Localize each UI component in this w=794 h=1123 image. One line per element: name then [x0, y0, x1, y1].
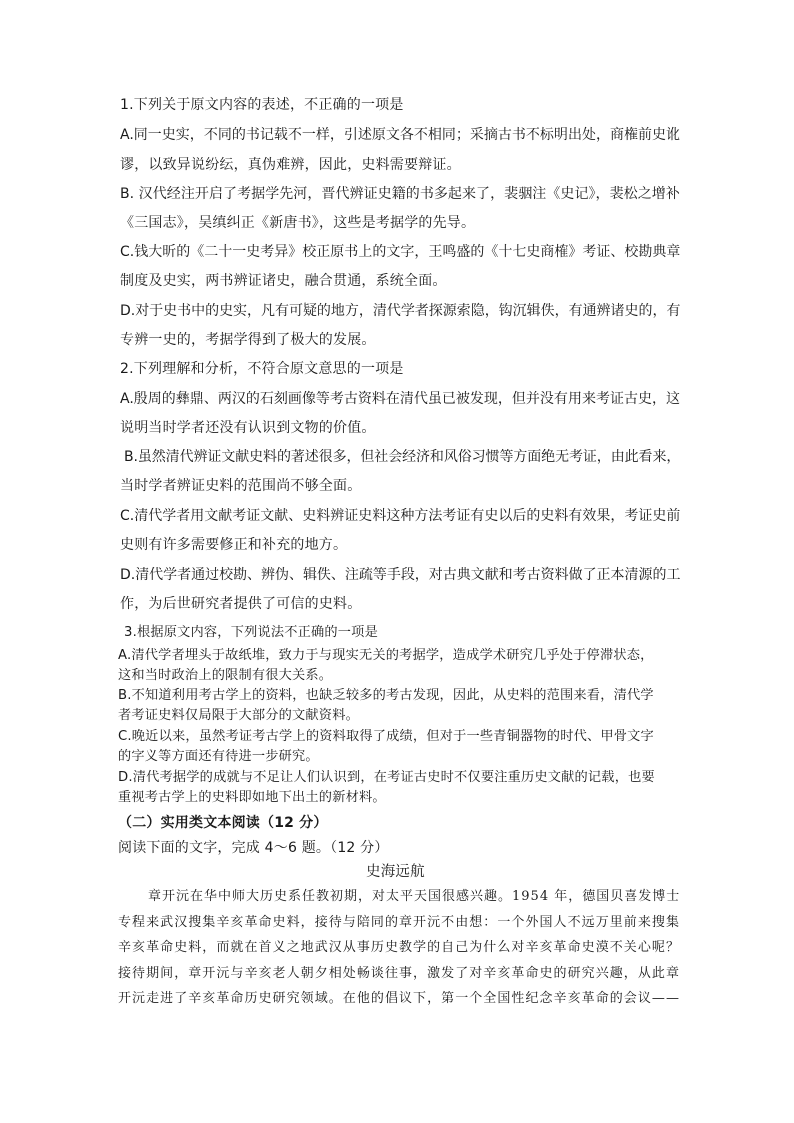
q1-option-c-line1: C.钱大昕的《二十一史考异》校正原书上的文字，王鸣盛的《十七史商榷》考证、校勘典章: [120, 244, 681, 260]
q1-option-b-line2: 《三国志》，吴缜纠正《新唐书》，这些是考据学的先导。: [120, 215, 476, 231]
article-paragraph-line5: 开沅走进了辛亥革命历史研究领域。在他的倡议下，第一个全国性纪念辛亥革命的会议——: [118, 991, 681, 1006]
q2-option-c-line1: C.清代学者用文献考证文献、史料辨证史料这种方法考证有史以后的史料有效果，考证史前: [120, 508, 681, 524]
q2-option-c-line2: 史则有许多需要修正和补充的地方。: [120, 537, 348, 553]
q3-option-c-line1: C.晚近以来，虽然考证考古学上的资料取得了成绩，但对于一些青铜器物的时代、甲骨文字: [118, 729, 654, 744]
q3-option-c-line2: 的字义等方面还有待进一步研究。: [118, 749, 319, 764]
q3-stem: 3.根据原文内容，下列说法不正确的一项是: [124, 625, 378, 640]
q2-option-d-line1: D.清代学者通过校勘、辨伪、辑佚、注疏等手段，对古典文献和考古资料做了正本清源的工: [120, 567, 681, 583]
q1-stem: 1.下列关于原文内容的表述，不正确的一项是: [120, 97, 404, 113]
q1-option-c-line2: 制度及史实，两书辨证诸史，融合贯通，系统全面。: [120, 273, 447, 289]
q3-option-d-line2: 重视考古学上的史料即如地下出土的新材料。: [118, 790, 386, 805]
q3-option-a-line2: 这和当时政治上的限制有很大关系。: [118, 668, 333, 683]
q1-option-b-line1: B. 汉代经注开启了考据学先河，晋代辨证史籍的书多起来了，裴骃注《史记》，裴松之增补: [120, 186, 680, 202]
q2-option-b-line1: B.虽然清代辨证文献史料的著述很多，但社会经济和风俗习惯等方面绝无考证，由此看来，: [124, 449, 681, 465]
q3-option-a-line1: A.清代学者埋头于故纸堆，致力于与现实无关的考据学，造成学术研究几乎处于停滞状态，: [118, 648, 654, 663]
q1-option-a-line1: A.同一史实，不同的书记载不一样，引述原文各不相同；采摘古书不标明出处，商権前史讹: [120, 127, 680, 143]
article-paragraph-line4: 接待期间，章开沅与辛亥老人朝夕相处畅谈往事，激发了对辛亥革命史的研究兴趣，从此章: [118, 966, 681, 981]
article-paragraph-line3: 辛亥革命史料，而就在首义之地武汉从事历史教学的自己为什么对辛亥革命史漠不关心呢？: [118, 940, 681, 955]
q2-option-d-line2: 作，为后世研究者提供了可信的史料。: [120, 596, 362, 612]
q2-option-b-line2: 当时学者辨证史料的范围尚不够全面。: [120, 478, 362, 494]
q3-option-b-line1: B.不知道利用考古学上的资料，也缺乏较多的考古发现，因此，从史料的范围来看，清代学: [118, 688, 654, 703]
section-instruction: 阅读下面的文字，完成 4～6 题。（12 分）: [118, 840, 389, 856]
q1-option-d-line1: D.对于史书中的史实，凡有可疑的地方，清代学者探源索隐，钩沉辑佚，有通辨诸史的，有: [120, 303, 681, 319]
q1-option-a-line2: 谬，以致异说纷纭，真伪难辨，因此，史料需要辩证。: [120, 157, 461, 173]
q2-option-a-line2: 说明当时学者还没有认识到文物的价值。: [120, 420, 376, 436]
q2-stem: 2.下列理解和分析，不符合原文意思的一项是: [120, 361, 404, 377]
q2-option-a-line1: A.殷周的彝鼎、两汉的石刻画像等考古资料在清代虽已被发现，但并没有用来考证古史，这: [120, 391, 680, 407]
q3-option-d-line1: D.清代考据学的成就与不足让人们认识到，在考证古史时不仅要注重历史文献的记载，也要: [118, 770, 655, 785]
article-paragraph-line1: 章开沅在华中师大历史系任教初期，对太平天国很感兴趣。1954 年，德国贝喜发博士: [148, 889, 681, 904]
article-title: 史海远航: [366, 864, 425, 880]
section-heading: （二）实用类文本阅读（12 分）: [118, 815, 328, 831]
q1-option-d-line2: 专辨一史的，考据学得到了极大的发展。: [120, 332, 376, 348]
q3-option-b-line2: 者考证史料仅局限于大部分的文献资料。: [118, 708, 359, 723]
article-paragraph-line2: 专程来武汉搜集辛亥革命史料，接待与陪同的章开沅不由想：一个外国人不远万里前来搜集: [118, 915, 681, 930]
